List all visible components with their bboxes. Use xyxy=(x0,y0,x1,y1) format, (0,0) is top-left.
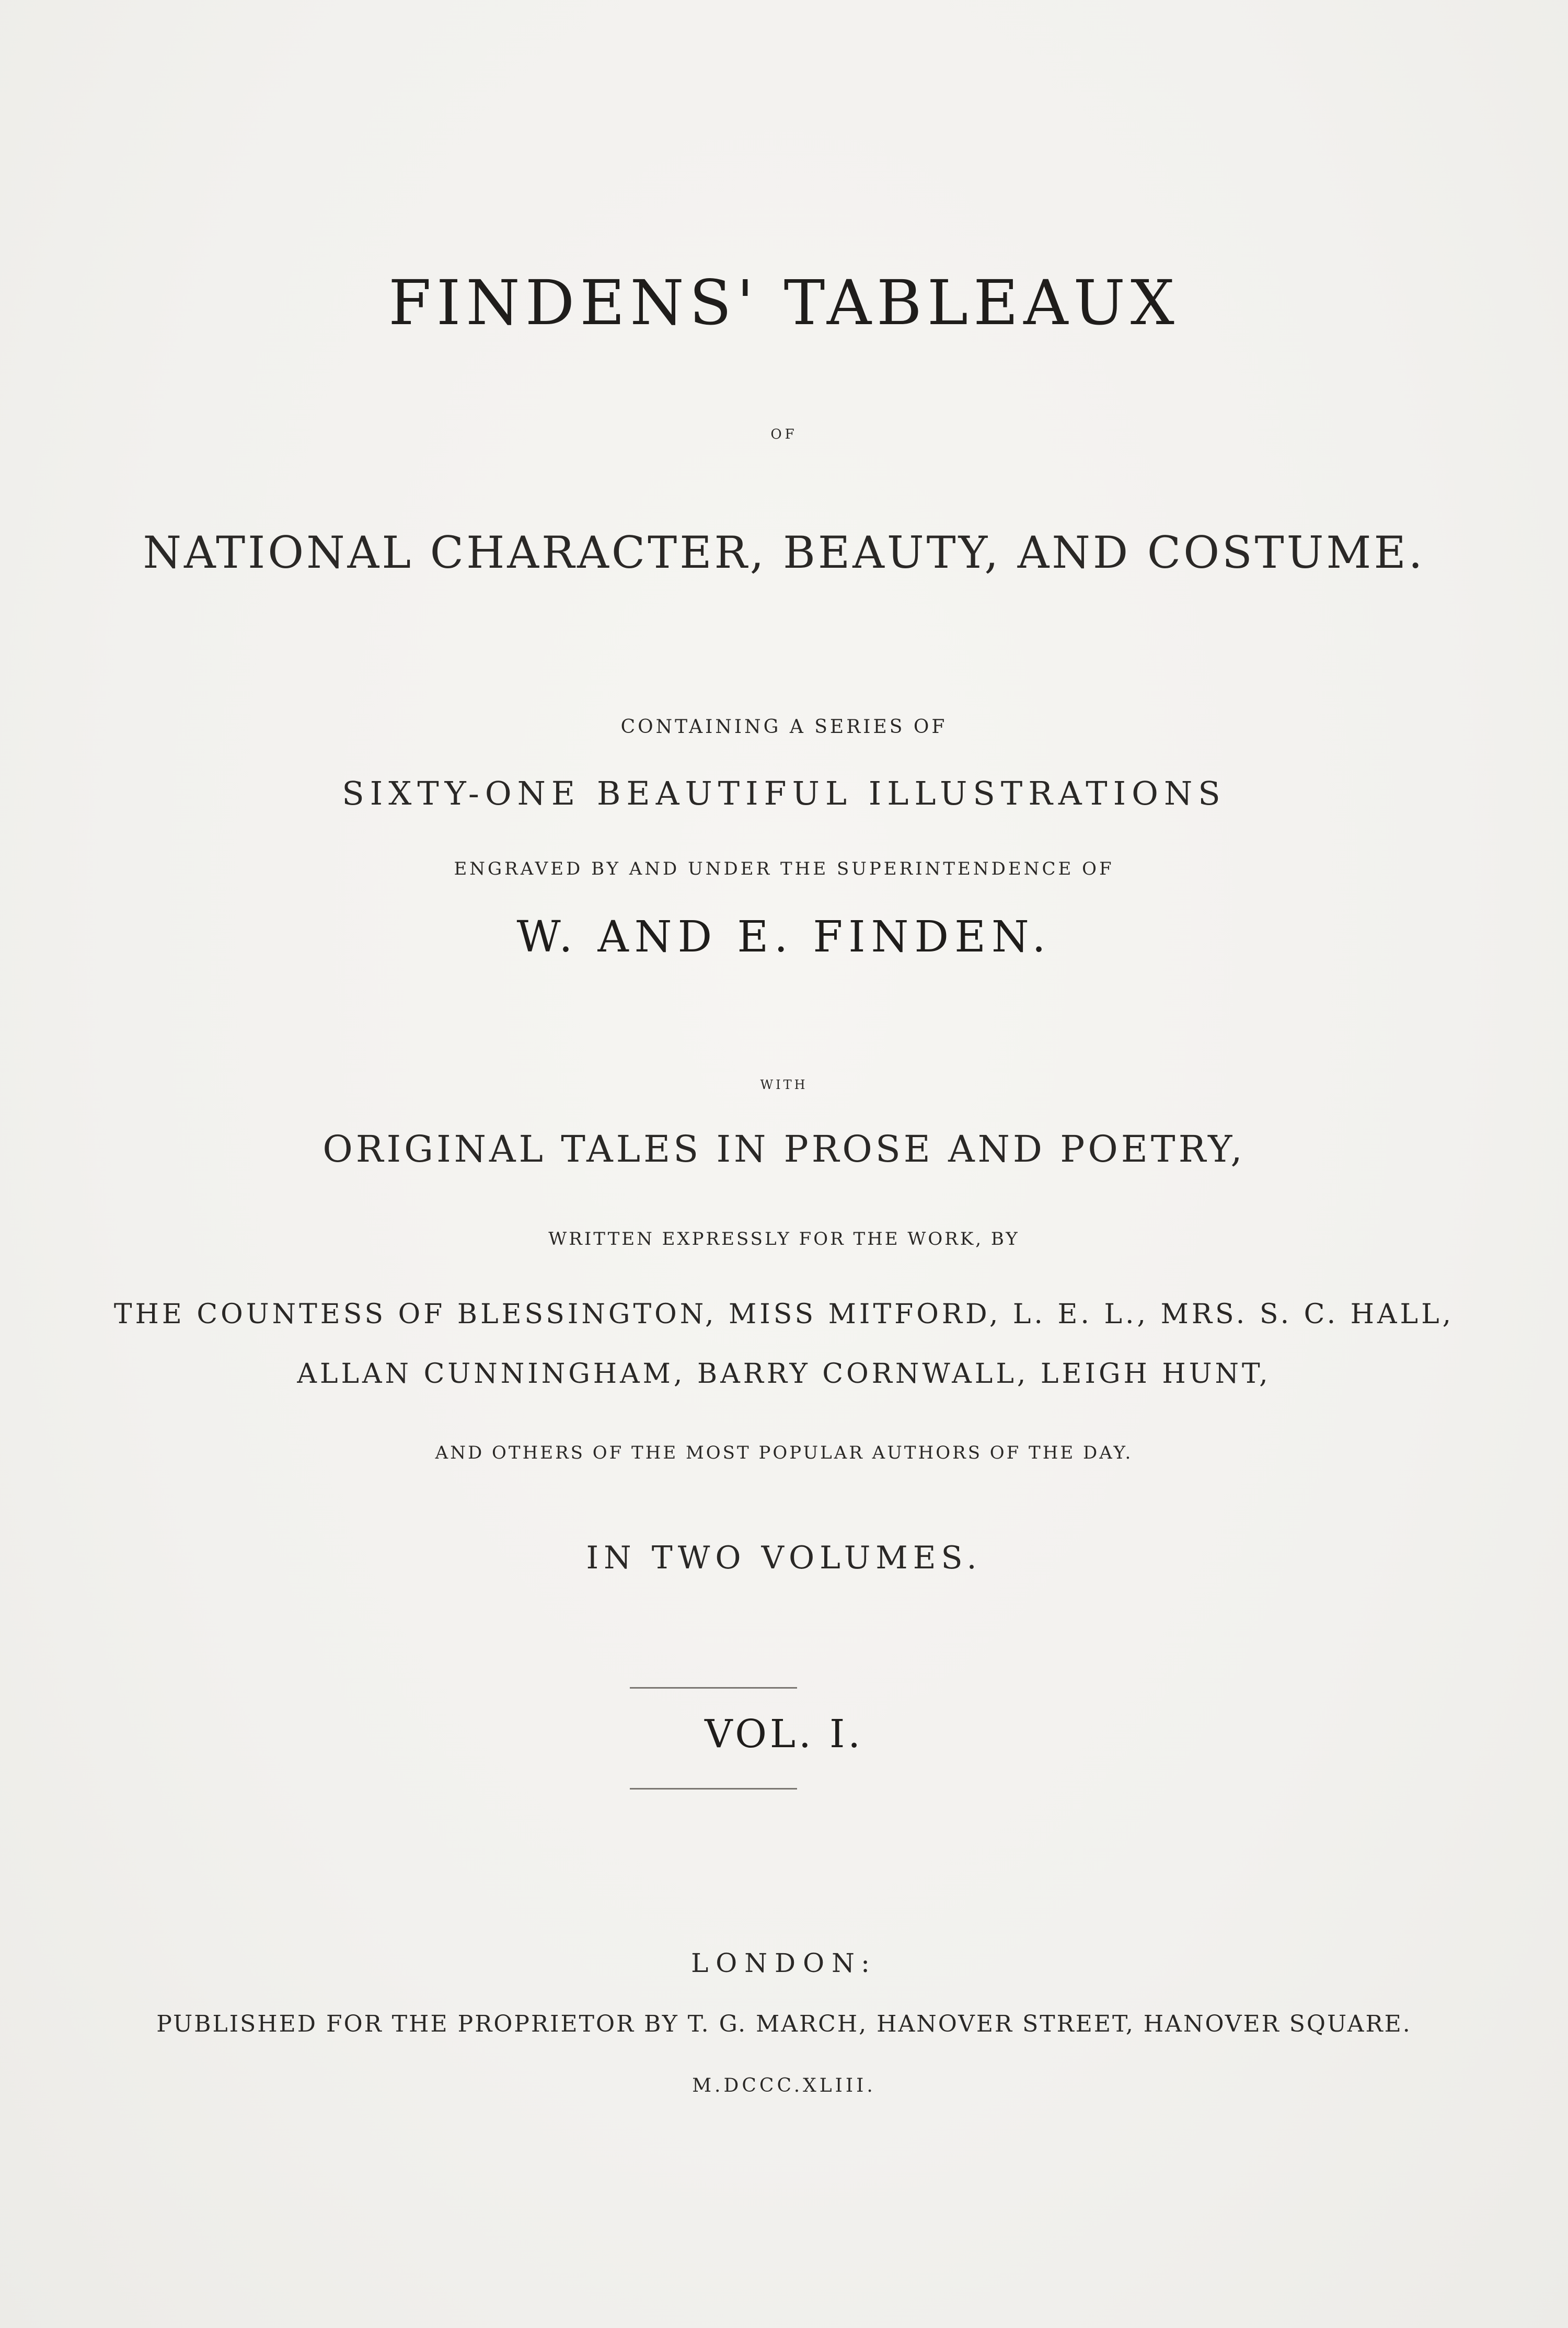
book-title: FINDENS' TABLEAUX xyxy=(388,267,1180,339)
imprint-date: M.DCCC.XLIII. xyxy=(692,2075,876,2096)
engravers-name: W. AND E. FINDEN. xyxy=(516,912,1052,962)
containing-line: CONTAINING A SERIES OF xyxy=(620,716,948,738)
of-connector: OF xyxy=(770,427,798,442)
others-line: AND OTHERS OF THE MOST POPULAR AUTHORS OF THE DAY. xyxy=(435,1442,1133,1463)
authors-line-1: THE COUNTESS OF BLESSINGTON, MISS MITFORD, L. E. L., MRS. S. C. HALL, xyxy=(113,1299,1455,1330)
divider-bottom xyxy=(630,1788,797,1790)
book-subtitle: NATIONAL CHARACTER, BEAUTY, AND COSTUME. xyxy=(143,527,1425,578)
imprint-city: LONDON: xyxy=(691,1948,877,1978)
illustrations-line: SIXTY-ONE BEAUTIFUL ILLUSTRATIONS xyxy=(342,774,1226,812)
authors-line-2: ALLAN CUNNINGHAM, BARRY CORNWALL, LEIGH HUNT, xyxy=(297,1358,1271,1390)
volumes-line: IN TWO VOLUMES. xyxy=(586,1540,982,1576)
written-line: WRITTEN EXPRESSLY FOR THE WORK, BY xyxy=(548,1229,1020,1249)
divider-top xyxy=(630,1687,797,1689)
engraved-line: ENGRAVED BY AND UNDER THE SUPERINTENDENCE OF xyxy=(454,858,1114,879)
tales-line: ORIGINAL TALES IN PROSE AND POETRY, xyxy=(322,1128,1246,1171)
volume-number: VOL. I. xyxy=(705,1712,863,1757)
with-connector: WITH xyxy=(760,1077,808,1092)
imprint-publisher: PUBLISHED FOR THE PROPRIETOR BY T. G. MARCH, HANOVER STREET, HANOVER SQUARE. xyxy=(156,2011,1412,2037)
